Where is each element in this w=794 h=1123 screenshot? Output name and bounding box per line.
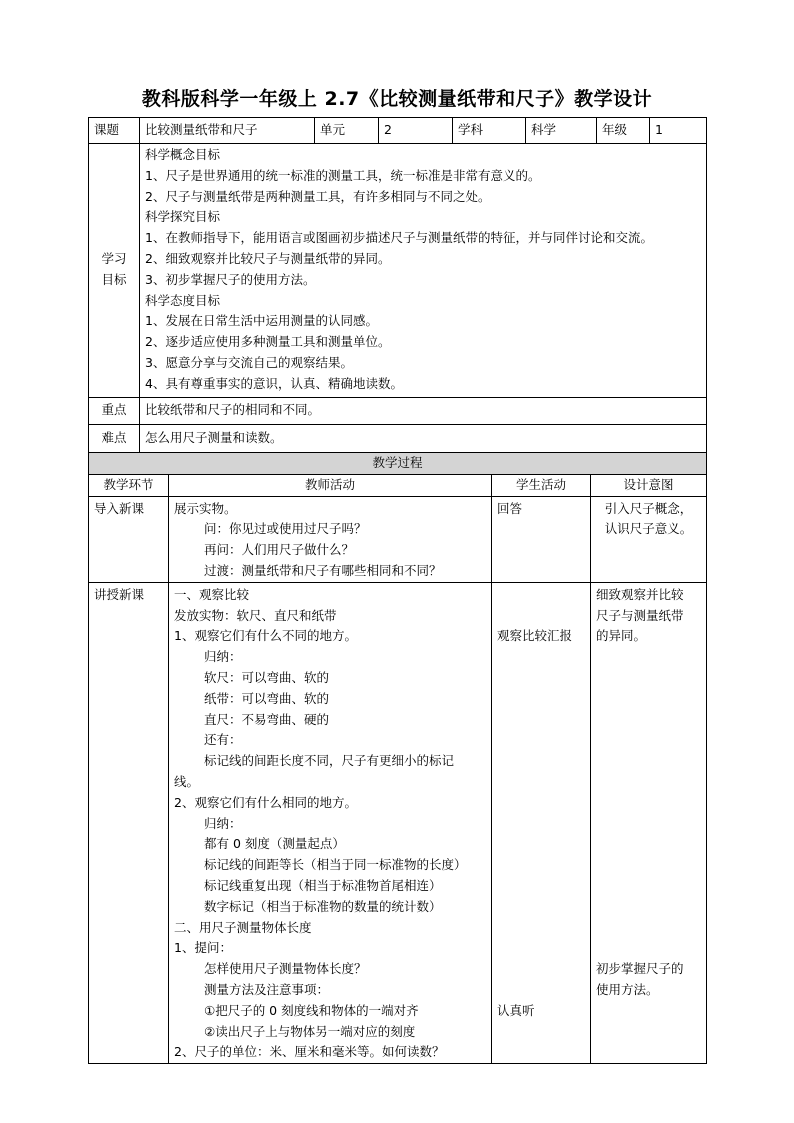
objective-line: 科学探究目标: [145, 209, 221, 225]
content-line: 2、观察它们有什么相同的地方。: [174, 794, 357, 810]
content-line: 怎样使用尺子测量物体长度？: [204, 961, 367, 977]
content-line: [497, 710, 585, 731]
key-point-text: 比较纸带和尺子的相同和不同。: [140, 397, 707, 424]
content-line: 尺子与测量纸带: [596, 607, 684, 623]
content-line: [497, 834, 585, 855]
content-line: [497, 730, 585, 751]
course-label: 课题: [89, 118, 140, 144]
info-row: [89, 118, 707, 144]
content-line: 发放实物：软尺、直尺和纸带: [174, 607, 337, 623]
subject-value: 科学: [526, 118, 597, 144]
content-line: 二、用尺子测量物体长度: [174, 919, 312, 935]
lecture-teacher-activity: [169, 582, 492, 1063]
content-line: [497, 897, 585, 918]
content-line: 引入尺子概念，: [604, 500, 693, 516]
content-line: 都有 0 刻度（测量起点）: [204, 836, 345, 852]
content-line: 标记线的间距长度不同，尺子有更细小的标记: [204, 753, 455, 769]
teaching-process-table: [88, 452, 707, 1064]
grade-label: 年级: [597, 118, 650, 144]
content-line: [497, 959, 585, 980]
content-line: [497, 814, 585, 835]
objectives-label: 学习 目标: [89, 144, 140, 398]
content-line: 标记线重复出现（相当于标准物首尾相连）: [204, 877, 442, 893]
content-line: [596, 938, 701, 959]
content-line: [596, 814, 701, 835]
key-point-label: 重点: [89, 397, 140, 424]
content-line: 过渡：测量纸带和尺子有哪些相同和不同？: [204, 562, 442, 578]
lecture-student-activity: [492, 582, 591, 1063]
content-line: [596, 855, 701, 876]
content-line: [497, 876, 585, 897]
content-line: [596, 772, 701, 793]
objective-line: 2、逐步适应使用多种测量工具和测量单位。: [145, 334, 391, 350]
content-line: 2、尺子的单位：米、厘米和毫米等。如何读数？: [174, 1044, 445, 1060]
objective-line: 1、发展在日常生活中运用测量的认同感。: [145, 313, 378, 329]
content-line: [497, 938, 585, 959]
grade-value: 1: [650, 118, 707, 144]
intro-row: [89, 496, 707, 582]
content-line: [497, 606, 585, 627]
content-line: 线。: [174, 773, 200, 789]
content-line: 数字标记（相当于标准物的数量的统计数）: [204, 898, 442, 914]
content-line: 纸带：可以弯曲、软的: [204, 690, 330, 706]
content-line: [497, 855, 585, 876]
content-line: 还有：: [204, 732, 242, 748]
column-header-teacher: 教师活动: [169, 474, 492, 496]
objective-line: 2、尺子与测量纸带是两种测量工具，有许多相同与不同之处。: [145, 188, 491, 204]
content-line: 展示实物。: [174, 500, 237, 516]
content-line: [596, 897, 701, 918]
objectives-row: [89, 144, 707, 398]
process-header: 教学过程: [89, 453, 707, 475]
content-line: 1、观察它们有什么不同的地方。: [174, 628, 357, 644]
content-line: 归纳：: [204, 649, 242, 665]
content-line: 归纳：: [204, 815, 242, 831]
content-line: [596, 793, 701, 814]
content-line: 认识尺子意义。: [604, 521, 693, 537]
content-line: 观察比较汇报: [497, 628, 573, 644]
content-line: 认真听: [497, 1002, 535, 1018]
content-line: [497, 751, 585, 772]
column-header-student: 学生活动: [492, 474, 591, 496]
key-point-row: [89, 397, 707, 424]
content-line: [596, 647, 701, 668]
unit-value: 2: [379, 118, 453, 144]
content-line: [596, 730, 701, 751]
lecture-stage: 讲授新课: [89, 582, 169, 1063]
content-line: 标记线的间距等长（相当于同一标准物的长度）: [204, 857, 467, 873]
content-line: 一、观察比较: [174, 586, 250, 602]
process-header-row: [89, 453, 707, 475]
objective-line: 3、初步掌握尺子的使用方法。: [145, 271, 316, 287]
difficulty-text: 怎么用尺子测量和读数。: [140, 424, 707, 453]
content-line: [596, 668, 701, 689]
objective-line: 1、尺子是世界通用的统一标准的测量工具，统一标准是非常有意义的。: [145, 167, 541, 183]
subject-label: 学科: [453, 118, 526, 144]
content-line: [596, 710, 701, 731]
content-line: 问：你见过或使用过尺子吗？: [204, 521, 367, 537]
intro-teacher-activity: [169, 496, 492, 582]
content-line: [596, 834, 701, 855]
content-line: 软尺：可以弯曲、软的: [204, 669, 330, 685]
intro-design-intent: [591, 496, 707, 582]
content-line: 1、提问：: [174, 940, 232, 956]
objective-line: 3、愿意分享与交流自己的观察结果。: [145, 354, 353, 370]
objective-line: 科学概念目标: [145, 147, 221, 162]
difficulty-row: [89, 424, 707, 453]
column-header-intent: 设计意图: [591, 474, 707, 496]
content-line: [497, 689, 585, 710]
intro-student-activity: 回答: [492, 496, 591, 582]
unit-label: 单元: [315, 118, 379, 144]
content-line: [497, 647, 585, 668]
column-header-row: [89, 474, 707, 496]
content-line: 的异同。: [596, 628, 647, 644]
content-line: [596, 876, 701, 897]
content-line: [596, 751, 701, 772]
content-line: [497, 793, 585, 814]
objective-line: 2、细致观察并比较尺子与测量纸带的异同。: [145, 250, 391, 266]
objective-line: 科学态度目标: [145, 292, 221, 308]
content-line: 再问：人们用尺子做什么？: [204, 542, 355, 558]
content-line: 直尺：不易弯曲、硬的: [204, 711, 330, 727]
objective-line: 1、在教师指导下，能用语言或图画初步描述尺子与测量纸带的特征，并与同伴讨论和交流。: [145, 230, 653, 246]
content-line: ②读出尺子上与物体另一端对应的刻度: [204, 1023, 416, 1039]
content-line: 测量方法及注意事项：: [204, 981, 330, 997]
content-line: [596, 918, 701, 939]
document-title: 教科版科学一年级上 2.7《比较测量纸带和尺子》教学设计: [141, 88, 653, 110]
content-line: [497, 918, 585, 939]
content-line: [497, 772, 585, 793]
content-line: [497, 585, 585, 606]
content-line: [596, 689, 701, 710]
content-line: 细致观察并比较: [596, 586, 684, 602]
difficulty-label: 难点: [89, 424, 140, 453]
objective-line: 4、具有尊重事实的意识，认真、精确地读数。: [145, 375, 403, 391]
course-value: 比较测量纸带和尺子: [140, 118, 315, 144]
lesson-info-table: [88, 117, 707, 454]
content-line: [497, 980, 585, 1001]
content-line: [497, 668, 585, 689]
content-line: 使用方法。: [596, 981, 659, 997]
lecture-row: [89, 582, 707, 1063]
intro-stage: 导入新课: [89, 496, 169, 582]
objectives-content: [140, 144, 707, 398]
content-line: ①把尺子的 0 刻度线和物体的一端对齐: [204, 1002, 419, 1018]
lecture-design-intent: [591, 582, 707, 1063]
content-line: 初步掌握尺子的: [596, 961, 684, 977]
column-header-stage: 教学环节: [89, 474, 169, 496]
